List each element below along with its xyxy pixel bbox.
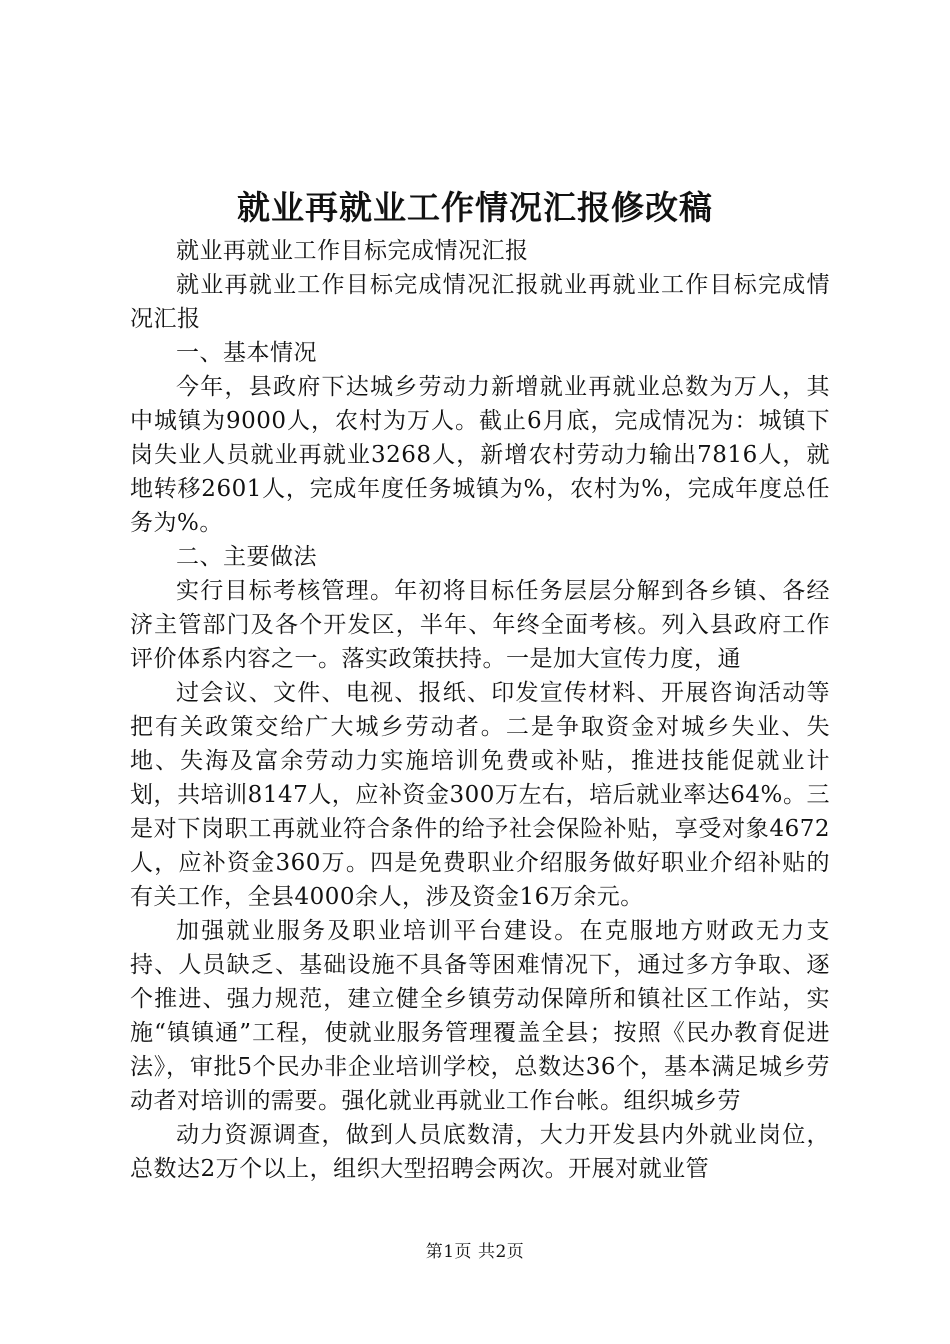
- paragraph-service-platform: 加强就业服务及职业培训平台建设。在克服地方财政无力支持、人员缺乏、基础设施不具备等困难情况下，通过多方争取、逐个推进、强力规范，建立健全乡镇劳动保障所和镇社区工作站，实施“镇镇通”工程，使就业服务管理覆盖全县；按照《民办教育促进法》，审批5个民办非企业培训学校，总数达36个，基本满足城乡劳动者对培训的需要。强化就业再就业工作台帐。组织城乡劳: [130, 918, 830, 1114]
- paragraph-intro: 就业再就业工作目标完成情况汇报就业再就业工作目标完成情况汇报: [130, 272, 830, 332]
- paragraph-labor-survey: 动力资源调查，做到人员底数清，大力开发县内外就业岗位，总数达2万个以上，组织大型招聘会两次。开展对就业管: [130, 1122, 830, 1182]
- paragraph-target-management: 实行目标考核管理。年初将目标任务层层分解到各乡镇、各经济主管部门及各个开发区，半年、年终全面考核。列入县政府工作评价体系内容之一。落实政策扶持。一是加大宣传力度，通: [130, 578, 830, 672]
- section-heading-basic: 一、基本情况: [176, 340, 317, 366]
- paragraph-subtitle: 就业再就业工作目标完成情况汇报: [176, 238, 529, 264]
- paragraph-policy-support: 过会议、文件、电视、报纸、印发宣传材料、开展咨询活动等把有关政策交给广大城乡劳动者。二是争取资金对城乡失业、失地、失海及富余劳动力实施培训免费或补贴，推进技能促就业计划，共培训8147人，应补资金300万左右，培后就业率达64%。三是对下岗职工再就业符合条件的给予社会保险补贴，享受对象4672人，应补资金360万。四是免费职业介绍服务做好职业介绍补贴的有关工作，全县4000余人，涉及资金16万余元。: [130, 680, 830, 910]
- document-body: [130, 234, 830, 1186]
- section-heading-measures: 二、主要做法: [176, 544, 317, 570]
- page-number-footer: 第1页 共2页: [425, 1242, 525, 1262]
- document-title: 就业再就业工作情况汇报修改稿: [237, 188, 713, 227]
- paragraph-basic-situation: 今年，县政府下达城乡劳动力新增就业再就业总数为万人，其中城镇为9000人，农村为万人。截止6月底，完成情况为：城镇下岗失业人员就业再就业3268人，新增农村劳动力输出7816人，就地转移2601人，完成年度任务城镇为%，农村为%，完成年度总任务为%。: [130, 374, 830, 536]
